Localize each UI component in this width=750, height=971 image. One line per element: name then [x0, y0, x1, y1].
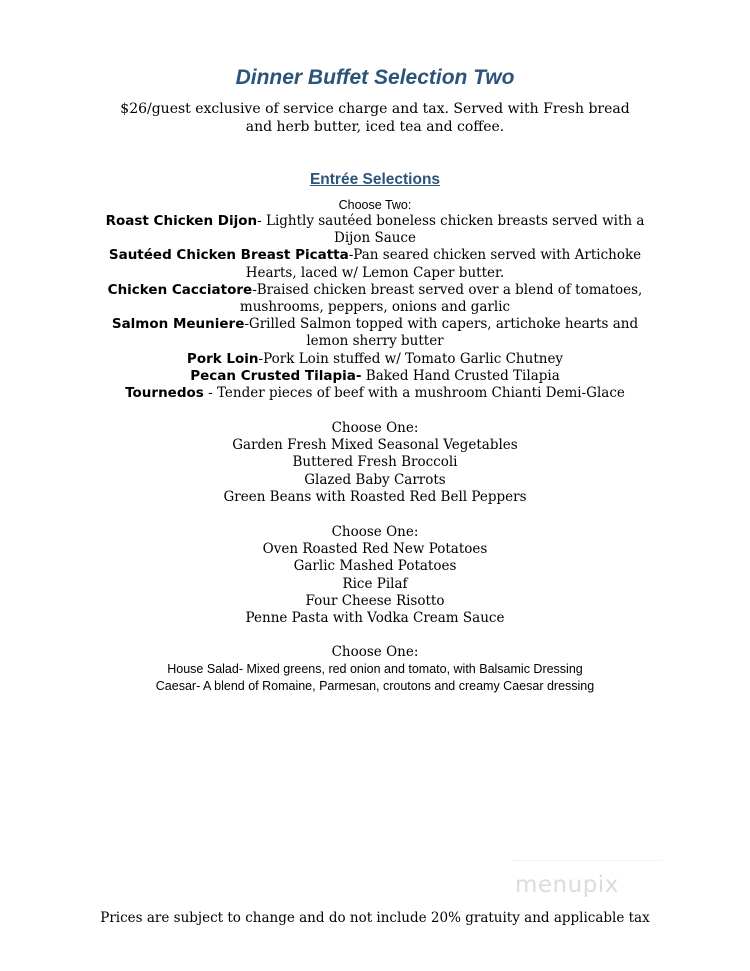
entree-choose-label: Choose Two:	[338, 198, 412, 212]
vegetable-list	[0, 420, 750, 506]
page-title: Dinner Buffet Selection Two	[235, 66, 515, 89]
entree-list	[105, 213, 645, 402]
intro-text: $26/guest exclusive of service charge and tax. Served with Fresh bread and herb butter, iced tea and coffee.	[120, 101, 630, 135]
list-item: Rice Pilaf	[342, 575, 408, 592]
salad-list	[0, 644, 750, 695]
vegetable-choose-label: Choose One:	[331, 420, 419, 436]
entree-item	[105, 213, 645, 247]
list-item: Four Cheese Risotto	[305, 592, 445, 609]
list-item: Oven Roasted Red New Potatoes	[262, 541, 488, 558]
entree-desc: -Pork Loin stuffed w/ Tomato Garlic Chutney	[258, 350, 564, 367]
entree-name: Chicken Cacciatore	[107, 281, 253, 298]
entree-item	[105, 385, 645, 402]
list-item: Penne Pasta with Vodka Cream Sauce	[245, 610, 505, 627]
entree-desc: -Pan seared chicken served with Artichoke Hearts, laced w/ Lemon Caper butter.	[245, 247, 642, 281]
watermark-logo: menupix	[515, 872, 619, 898]
list-item: Caesar- A blend of Romaine, Parmesan, croutons and creamy Caesar dressing	[155, 679, 595, 694]
entree-name: Salmon Meuniere	[111, 316, 245, 333]
entree-desc: - Lightly sautéed boneless chicken breasts served with a Dijon Sauce	[257, 213, 645, 247]
watermark-divider	[512, 860, 662, 861]
entree-desc: -Grilled Salmon topped with capers, artichoke hearts and lemon sherry butter	[244, 316, 639, 350]
list-item: Buttered Fresh Broccoli	[292, 454, 458, 471]
list-item: House Salad- Mixed greens, red onion and tomato, with Balsamic Dressing	[167, 662, 583, 677]
list-item: Garden Fresh Mixed Seasonal Vegetables	[232, 437, 518, 454]
entree-name: Tournedos	[125, 385, 204, 402]
entree-name: Pecan Crusted Tilapia-	[190, 367, 362, 384]
starch-choose-label: Choose One:	[331, 524, 419, 540]
entree-section-heading: Entrée Selections	[309, 171, 441, 188]
entree-item	[105, 316, 645, 350]
entree-name: Pork Loin	[186, 350, 259, 367]
entree-name: Roast Chicken Dijon	[105, 213, 258, 229]
entree-item	[105, 282, 645, 316]
entree-item	[105, 247, 645, 281]
salad-choose-label: Choose One:	[331, 644, 419, 660]
entree-desc: - Tender pieces of beef with a mushroom Chianti Demi-Glace	[203, 385, 625, 402]
entree-item	[105, 368, 645, 385]
footer-note: Prices are subject to change and do not include 20% gratuity and applicable tax	[100, 910, 650, 926]
starch-list	[0, 524, 750, 627]
entree-item	[105, 351, 645, 368]
list-item: Glazed Baby Carrots	[304, 471, 446, 488]
entree-desc: -Braised chicken breast served over a blend of tomatoes, mushrooms, peppers, onions and garlic	[239, 281, 643, 316]
list-item: Garlic Mashed Potatoes	[293, 558, 457, 575]
entree-name: Sautéed Chicken Breast Picatta	[108, 247, 349, 264]
list-item: Green Beans with Roasted Red Bell Peppers	[223, 488, 527, 505]
entree-desc: Baked Hand Crusted Tilapia	[361, 367, 560, 384]
